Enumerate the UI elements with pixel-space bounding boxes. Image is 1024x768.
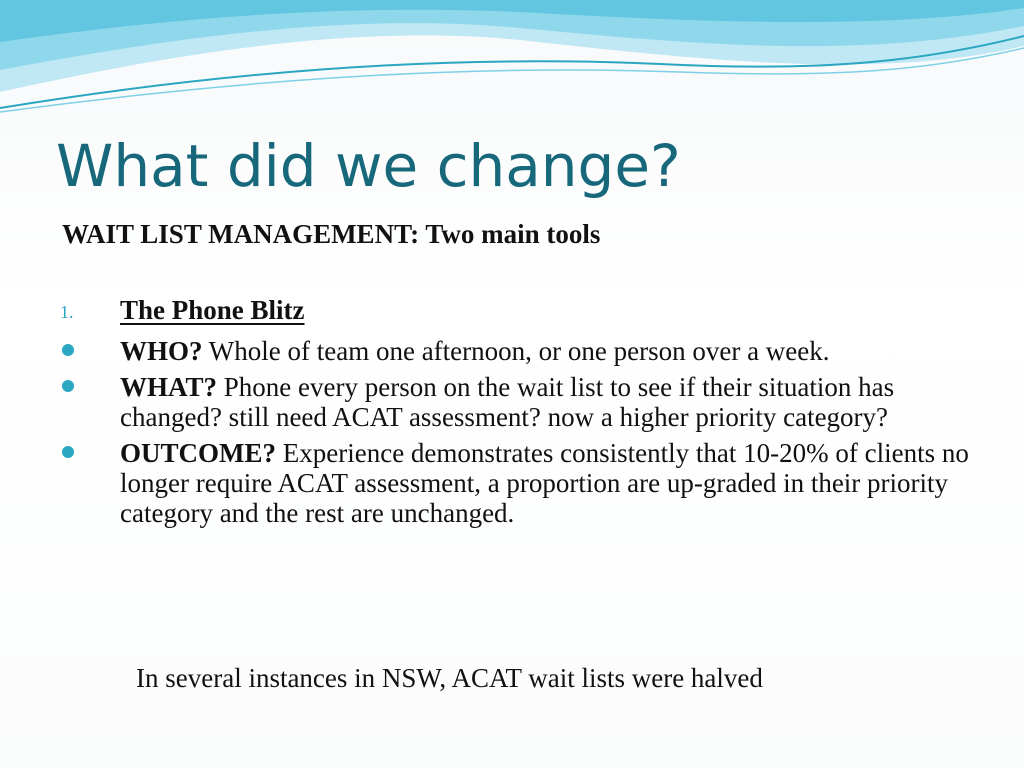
bullet-item-who — [60, 336, 970, 366]
bullet-text: Experience demonstrates consistently that 10-20% of clients no longer require ACAT assessment, a proportion are up-graded in their priority category and the rest are unchanged. — [120, 438, 969, 528]
slide-subtitle: WAIT LIST MANAGEMENT: Two main tools — [62, 219, 601, 249]
wave-decoration — [0, 0, 1024, 120]
bullet-lead: WHO? — [120, 336, 203, 366]
slide-title: What did we change? — [56, 132, 681, 200]
bullet-lead: WHAT? — [120, 372, 218, 402]
bullet-lead: OUTCOME? — [120, 438, 277, 468]
summary-line: In several instances in NSW, ACAT wait lists were halved — [136, 663, 763, 693]
bullet-dot-icon — [62, 344, 74, 356]
bullet-item-outcome — [60, 438, 970, 528]
list-number: 1. — [60, 302, 74, 322]
content-list — [60, 292, 970, 534]
bullet-dot-icon — [62, 446, 74, 458]
bullet-text: Phone every person on the wait list to see if their situation has changed? still need ACAT assessment? now a higher priority category? — [120, 372, 895, 432]
numbered-item — [60, 292, 970, 328]
numbered-item-heading: The Phone Blitz — [120, 295, 305, 325]
bullet-text: Whole of team one afternoon, or one person over a week. — [202, 336, 830, 366]
bullet-item-what — [60, 372, 970, 432]
bullet-dot-icon — [62, 380, 74, 392]
